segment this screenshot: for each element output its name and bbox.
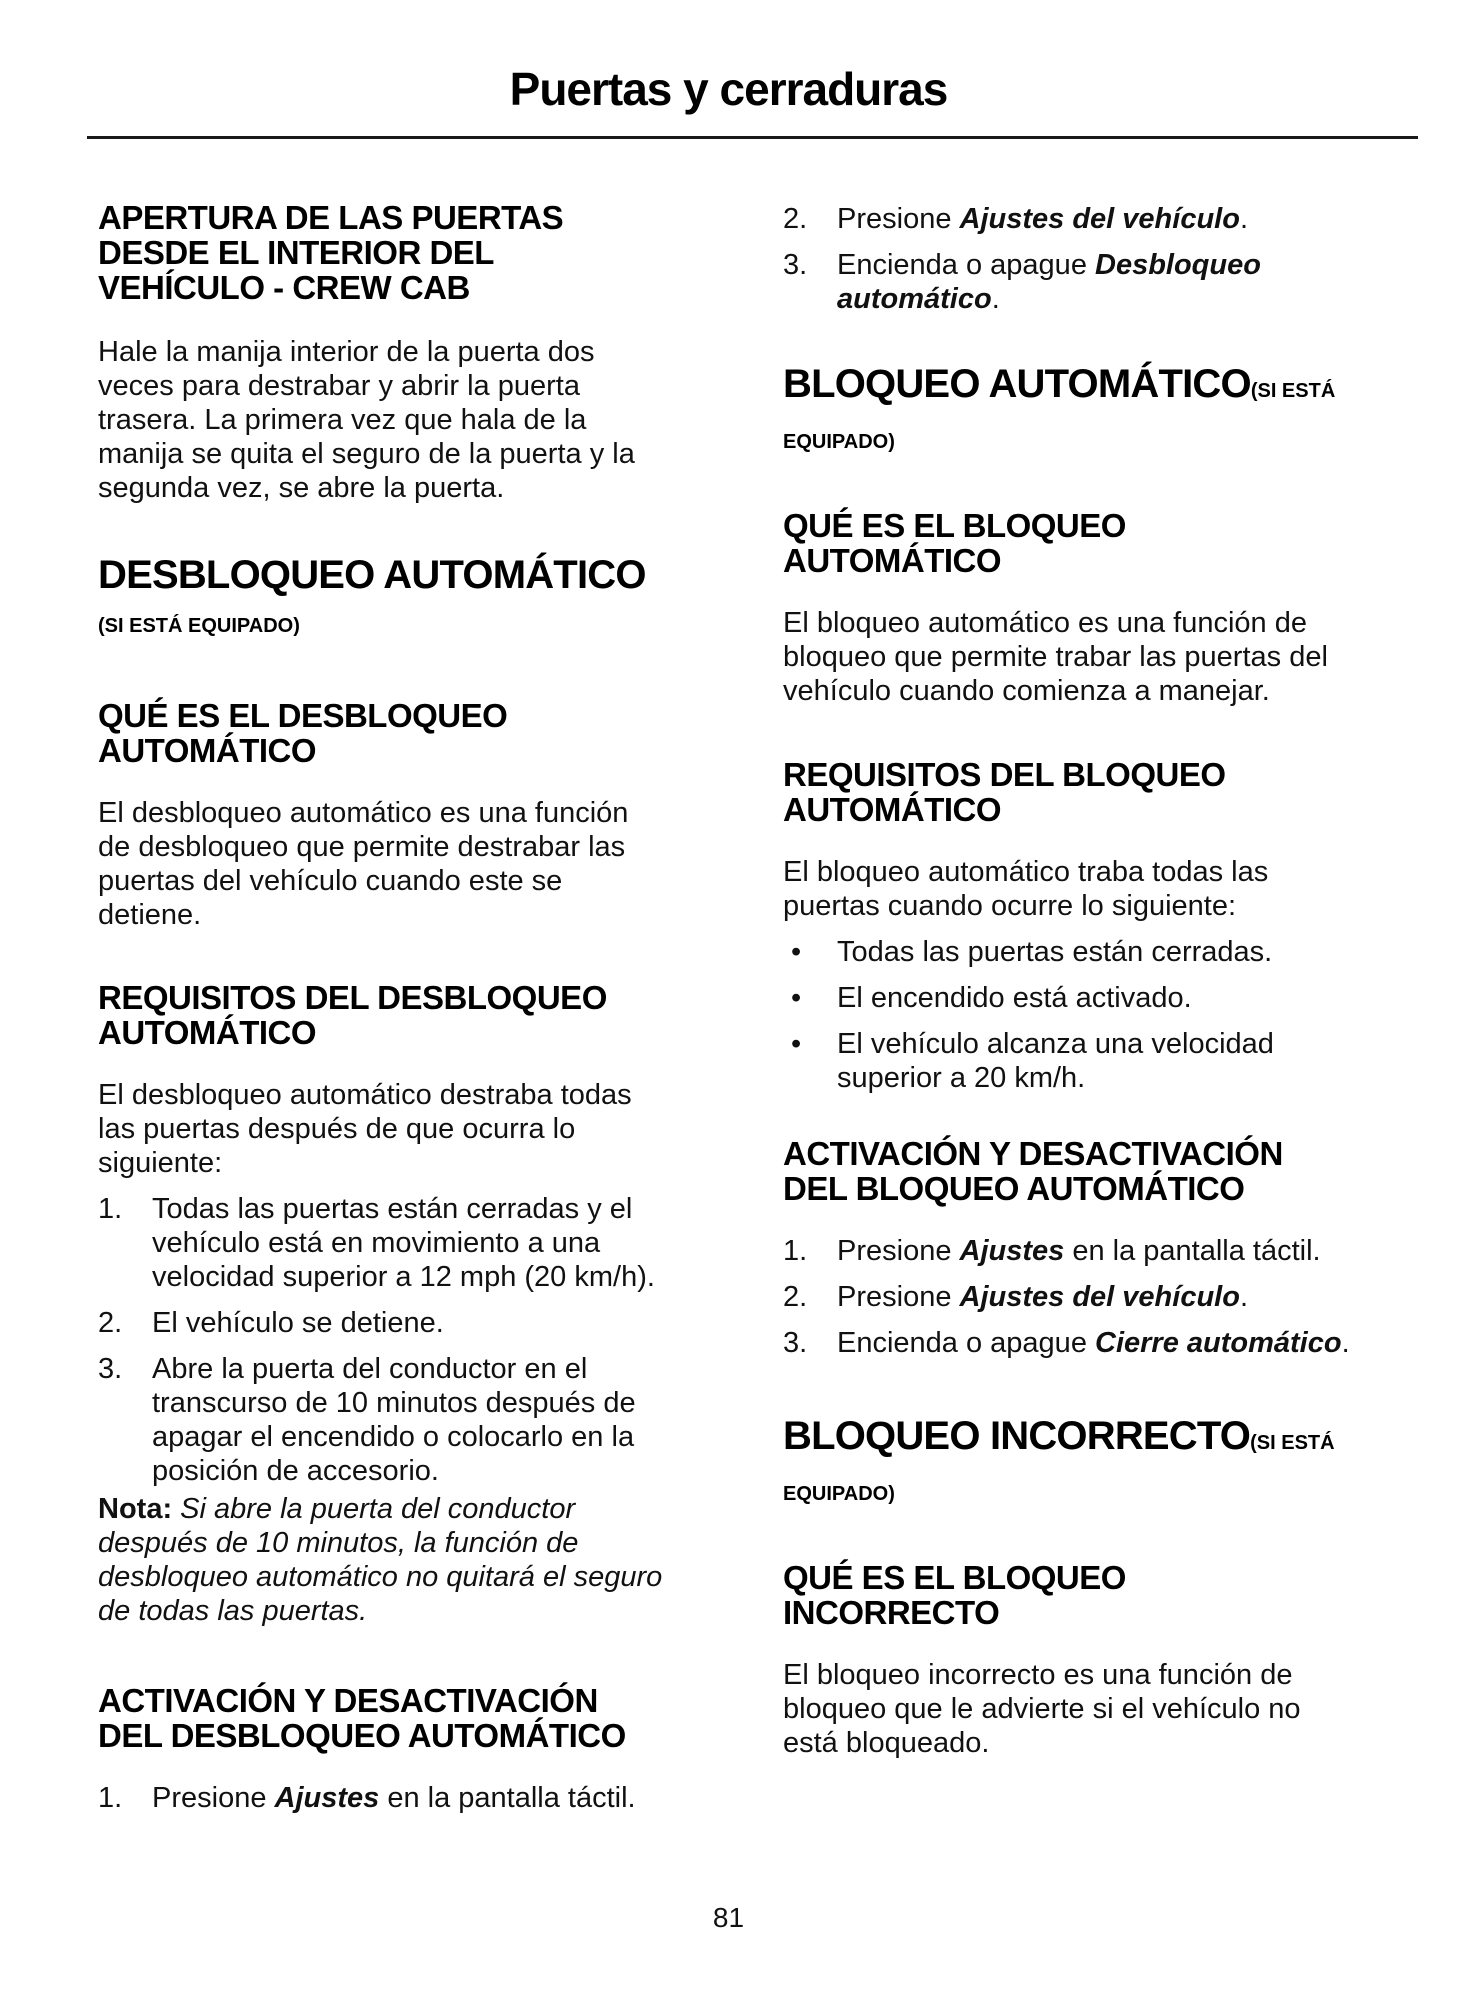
list-number: 3. [783, 1327, 808, 1359]
note-line: después de 10 minutos, la función de [98, 1527, 579, 1559]
body-line: manija se quita el seguro de la puerta y la [98, 438, 635, 470]
note-line: Si abre la puerta del conductor [172, 1493, 576, 1525]
list-line: velocidad superior a 12 mph (20 km/h). [152, 1261, 655, 1293]
list-line: transcurso de 10 minutos después de [152, 1387, 636, 1419]
list-text: . [1239, 203, 1248, 235]
body-line: puertas del vehículo cuando este se [98, 865, 563, 897]
note-line: de todas las puertas. [98, 1595, 368, 1627]
bullet-icon: • [791, 982, 802, 1014]
list-text: en la pantalla táctil. [379, 1782, 636, 1814]
list-line: El vehículo se detiene. [152, 1307, 444, 1339]
heading-line: DEL DESBLOQUEO AUTOMÁTICO [98, 1717, 626, 1754]
section-que-es-bloqueo [783, 508, 1423, 708]
list-item [98, 1306, 728, 1340]
section-heading [98, 698, 728, 768]
list-line: Abre la puerta del conductor en el [152, 1353, 588, 1385]
section-apertura-interior [98, 200, 728, 505]
list-number: 2. [783, 203, 808, 235]
list-number: 2. [98, 1307, 123, 1339]
section-heading [98, 980, 728, 1050]
bullet-item [783, 1027, 1423, 1095]
list-item [98, 1781, 728, 1815]
heading-text: BLOQUEO INCORRECTO [783, 1414, 1251, 1458]
section-body [783, 1658, 1423, 1760]
section-bloqueo-incorrecto [783, 1414, 1423, 1506]
section-activacion-bloqueo [783, 1136, 1423, 1372]
section-requisitos-bloqueo [783, 757, 1423, 1107]
heading-line: QUÉ ES EL DESBLOQUEO [98, 697, 508, 734]
heading-line: AUTOMÁTICO [783, 791, 1002, 828]
heading-line: ACTIVACIÓN Y DESACTIVACIÓN [98, 1682, 598, 1719]
body-line: veces para destrabar y abrir la puerta [98, 370, 580, 402]
heading-line: DEL BLOQUEO AUTOMÁTICO [783, 1170, 1245, 1207]
list-line: El vehículo alcanza una velocidad [837, 1028, 1274, 1060]
note [98, 1492, 728, 1628]
heading-line: AUTOMÁTICO [783, 542, 1002, 579]
equipped-note: (SI ESTÁ [1250, 1432, 1335, 1454]
list-number: 1. [98, 1193, 123, 1225]
list-line: vehículo está en movimiento a una [152, 1227, 601, 1259]
heading-text: BLOQUEO AUTOMÁTICO [783, 362, 1251, 406]
list-line: Todas las puertas están cerradas y el [152, 1193, 633, 1225]
section-requisitos-desbloqueo [98, 980, 728, 1628]
bullet-item [783, 981, 1423, 1015]
ui-term: automático [837, 283, 992, 315]
section-heading [98, 200, 728, 305]
section-heading: DESBLOQUEO AUTOMÁTICO [98, 553, 646, 597]
body-line: bloqueo que le advierte si el vehículo no [783, 1693, 1301, 1725]
section-que-es-desbloqueo [98, 698, 728, 932]
list-line: superior a 20 km/h. [837, 1062, 1086, 1094]
equipped-note: EQUIPADO) [783, 431, 895, 453]
section-body [783, 855, 1423, 923]
body-line: está bloqueado. [783, 1727, 990, 1759]
list-text: Presione [837, 203, 960, 235]
body-line: siguiente: [98, 1147, 223, 1179]
note-label: Nota: [98, 1493, 173, 1525]
section-heading [98, 1683, 728, 1753]
bullet-item [783, 935, 1423, 969]
list-item [783, 1326, 1423, 1360]
title-divider [87, 136, 1418, 139]
section-activacion-desbloqueo [98, 1683, 728, 1827]
heading-line: DESDE EL INTERIOR DEL [98, 234, 494, 271]
page-title: Puertas y cerraduras [509, 63, 948, 115]
body-line: El desbloqueo automático es una función [98, 797, 629, 829]
ui-term: Ajustes del vehículo [959, 1281, 1240, 1313]
list-text: Encienda o apague [837, 249, 1095, 281]
list-number: 2. [783, 1281, 808, 1313]
body-line: El desbloqueo automático destraba todas [98, 1079, 632, 1111]
heading-line: AUTOMÁTICO [98, 1014, 317, 1051]
ui-term: Ajustes [274, 1782, 380, 1814]
section-heading [783, 1136, 1423, 1206]
heading-line: ACTIVACIÓN Y DESACTIVACIÓN [783, 1135, 1283, 1172]
section-heading [783, 757, 1423, 827]
list-item [783, 1280, 1423, 1314]
equipped-note: EQUIPADO) [783, 1483, 895, 1505]
ui-term: Ajustes [959, 1235, 1065, 1267]
list-text: . [991, 283, 1000, 315]
heading-line: REQUISITOS DEL BLOQUEO [783, 756, 1226, 793]
section-body [98, 1078, 728, 1180]
equipped-note: (SI ESTÁ [1250, 380, 1336, 402]
list-line: Todas las puertas están cerradas. [837, 936, 1273, 968]
list-line: El encendido está activado. [837, 982, 1192, 1014]
ui-term: Ajustes del vehículo [959, 203, 1240, 235]
list-text: Presione [837, 1281, 960, 1313]
list-item [98, 1192, 728, 1294]
body-line: bloqueo que permite trabar las puertas del [783, 641, 1328, 673]
body-line: El bloqueo automático es una función de [783, 607, 1307, 639]
heading-line: QUÉ ES EL BLOQUEO [783, 1559, 1126, 1596]
heading-line: VEHÍCULO - CREW CAB [98, 269, 470, 306]
equipped-note: (SI ESTÁ EQUIPADO) [98, 615, 300, 637]
section-body [98, 335, 728, 505]
list-item [783, 1234, 1423, 1268]
ui-term: Desbloqueo [1095, 249, 1261, 281]
list-text: en la pantalla táctil. [1064, 1235, 1321, 1267]
list-line: apagar el encendido o colocarlo en la [152, 1421, 635, 1453]
body-line: puertas cuando ocurre lo siguiente: [783, 890, 1237, 922]
list-text: . [1239, 1281, 1248, 1313]
note-line: desbloqueo automático no quitará el seguro [98, 1561, 663, 1593]
list-text: Presione [152, 1782, 275, 1814]
heading-line: APERTURA DE LAS PUERTAS [98, 199, 564, 236]
section-desbloqueo-automatico [98, 553, 728, 638]
body-line: las puertas después de que ocurra lo [98, 1113, 576, 1145]
section-bloqueo-automatico [783, 362, 1423, 454]
list-number: 1. [98, 1782, 123, 1814]
body-line: detiene. [98, 899, 202, 931]
body-line: Hale la manija interior de la puerta dos [98, 336, 595, 368]
bullet-icon: • [791, 1028, 802, 1060]
section-que-es-bloqueo-incorrecto [783, 1560, 1423, 1760]
list-text: Encienda o apague [837, 1327, 1095, 1359]
bullet-icon: • [791, 936, 802, 968]
section-heading [783, 1560, 1423, 1630]
heading-line: INCORRECTO [783, 1594, 1000, 1631]
section-body [98, 796, 728, 932]
heading-line: REQUISITOS DEL DESBLOQUEO [98, 979, 607, 1016]
heading-line: AUTOMÁTICO [98, 732, 317, 769]
body-line: trasera. La primera vez que hala de la [98, 404, 587, 436]
list-number: 3. [98, 1353, 123, 1385]
body-line: segunda vez, se abre la puerta. [98, 472, 505, 504]
body-line: El bloqueo incorrecto es una función de [783, 1659, 1293, 1691]
list-text: . [1341, 1327, 1350, 1359]
body-line: de desbloqueo que permite destrabar las [98, 831, 626, 863]
list-line: posición de accesorio. [152, 1455, 439, 1487]
heading-line: QUÉ ES EL BLOQUEO [783, 507, 1126, 544]
section-heading [783, 1414, 1423, 1465]
list-item [783, 248, 1423, 316]
body-line: El bloqueo automático traba todas las [783, 856, 1269, 888]
list-item [98, 1352, 728, 1488]
list-item [783, 202, 1423, 236]
section-body [783, 606, 1423, 708]
list-number: 3. [783, 249, 808, 281]
body-line: vehículo cuando comienza a manejar. [783, 675, 1270, 707]
list-text: Presione [837, 1235, 960, 1267]
section-heading [783, 362, 1423, 413]
list-number: 1. [783, 1235, 808, 1267]
section-heading [783, 508, 1423, 578]
section-activacion-desbloqueo-cont [783, 202, 1423, 328]
page-number: 81 [712, 1902, 745, 1933]
ui-term: Cierre automático [1095, 1327, 1342, 1359]
